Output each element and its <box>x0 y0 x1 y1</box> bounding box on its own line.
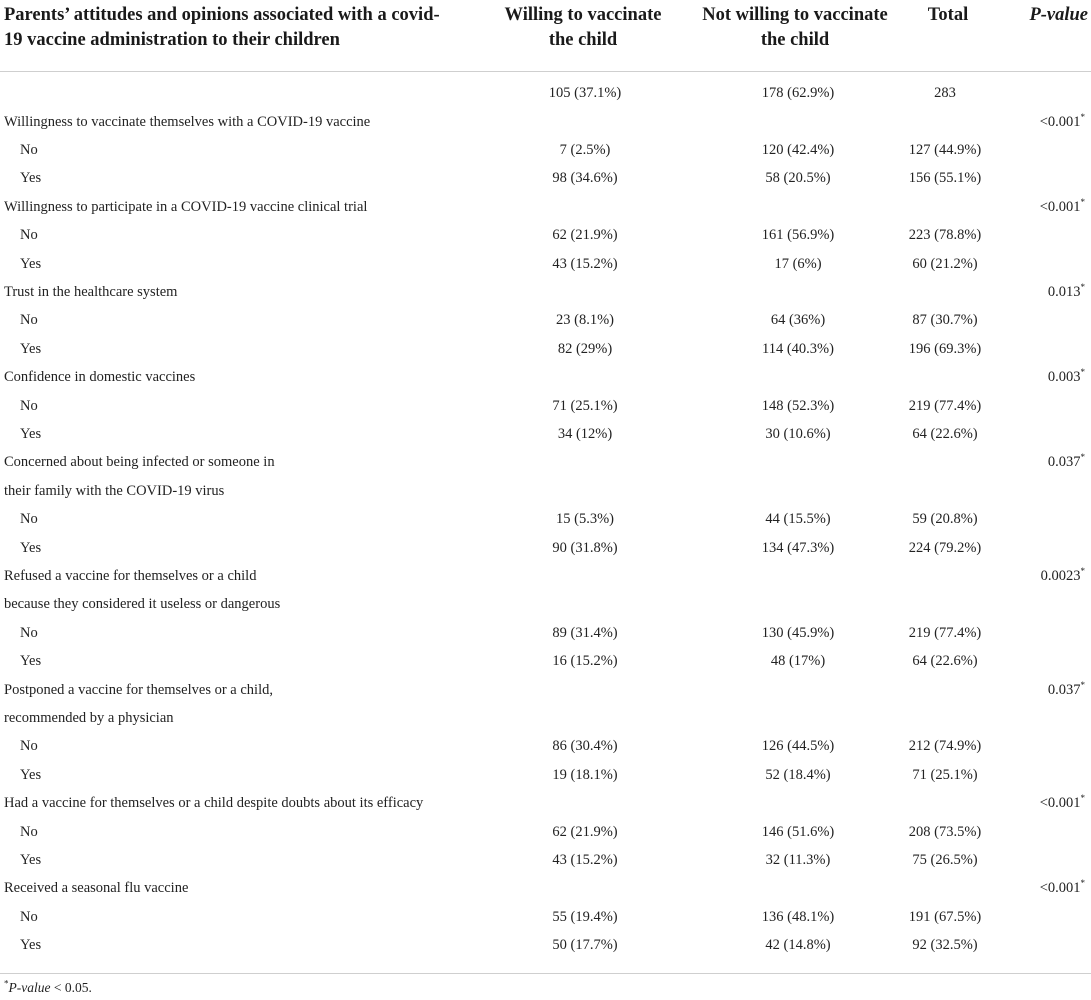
willing-cell: 23 (8.1%) <box>556 312 614 329</box>
table-row <box>0 420 1091 448</box>
response-label: Yes <box>20 340 42 357</box>
table-row <box>0 335 1091 363</box>
response-label: No <box>20 227 38 244</box>
total-cell: 92 (32.5%) <box>912 937 978 954</box>
total-cell: 60 (21.2%) <box>912 255 978 272</box>
category-row <box>0 789 1091 817</box>
category-label: because they considered it useless or dangerous <box>4 596 281 613</box>
willing-cell: 98 (34.6%) <box>552 170 618 187</box>
total-cell: 208 (73.5%) <box>908 823 982 840</box>
category-row <box>0 562 1091 590</box>
willing-cell: 7 (2.5%) <box>559 141 611 158</box>
total-cell: 196 (69.3%) <box>908 340 982 357</box>
willing-cell: 62 (21.9%) <box>552 823 618 840</box>
not-willing-cell: 120 (42.4%) <box>761 141 835 158</box>
p-value-cell: 0.037* <box>1047 679 1085 698</box>
table-row <box>0 761 1091 789</box>
header-label: Parents’ attitudes and opinions associated with a covid-19 vaccine administration to their children <box>4 5 440 50</box>
response-label: No <box>20 908 38 925</box>
header-p-value <box>1003 3 1088 28</box>
table-row <box>0 534 1091 562</box>
category-label: Postponed a vaccine for themselves or a child, <box>4 681 273 698</box>
total-cell: 71 (25.1%) <box>912 766 978 783</box>
header-willing: Willing to vaccinate the child <box>504 5 662 50</box>
not-willing-cell: 161 (56.9%) <box>761 227 835 244</box>
header-p-value-text: P-value <box>1029 5 1088 25</box>
table-row <box>0 846 1091 874</box>
response-label: No <box>20 511 38 528</box>
category-row <box>0 363 1091 391</box>
total-cell: 219 (77.4%) <box>908 624 982 641</box>
willing-cell: 62 (21.9%) <box>552 227 618 244</box>
table-row <box>0 221 1091 249</box>
p-value-cell: <0.001* <box>1039 111 1085 130</box>
response-label: Yes <box>20 653 42 670</box>
footnote <box>4 978 92 998</box>
p-value-cell: <0.001* <box>1039 793 1085 812</box>
response-label: Yes <box>20 425 42 442</box>
response-label: Yes <box>20 937 42 954</box>
total-cell: 127 (44.9%) <box>908 141 982 158</box>
total-cell: 64 (22.6%) <box>912 425 978 442</box>
willing-cell: 90 (31.8%) <box>552 539 618 556</box>
response-label: Yes <box>20 539 42 556</box>
total-cell: 219 (77.4%) <box>908 397 982 414</box>
footnote-text: *P-value < 0.05. <box>4 978 92 995</box>
category-row <box>0 108 1091 136</box>
willing-cell: 82 (29%) <box>557 340 613 357</box>
category-label: Willingness to participate in a COVID-19 vaccine clinical trial <box>4 198 368 215</box>
response-label: No <box>20 738 38 755</box>
willing-cell: 15 (5.3%) <box>556 511 614 528</box>
table-row <box>0 903 1091 931</box>
category-label: their family with the COVID-19 virus <box>4 482 225 499</box>
not-willing-cell: 30 (10.6%) <box>765 425 831 442</box>
table-row <box>0 136 1091 164</box>
category-label: recommended by a physician <box>4 709 174 726</box>
table-row <box>0 250 1091 278</box>
total-cell: 224 (79.2%) <box>908 539 982 556</box>
willing-cell: 71 (25.1%) <box>552 397 618 414</box>
category-label: Had a vaccine for themselves or a child despite doubts about its efficacy <box>4 795 424 812</box>
response-label: No <box>20 312 38 329</box>
total-cell: 87 (30.7%) <box>912 312 978 329</box>
not-willing-cell: 148 (52.3%) <box>761 397 835 414</box>
total-cell: 156 (55.1%) <box>908 170 982 187</box>
willing-cell: 19 (18.1%) <box>552 766 618 783</box>
category-label: Willingness to vaccinate themselves with a COVID-19 vaccine <box>4 113 371 130</box>
not-willing-cell: 136 (48.1%) <box>761 908 835 925</box>
p-value-cell: 0.0023* <box>1040 566 1085 584</box>
response-label: No <box>20 397 38 414</box>
response-label: No <box>20 141 38 158</box>
category-row <box>0 590 1091 618</box>
category-row <box>0 278 1091 306</box>
not-willing-cell: 32 (11.3%) <box>765 851 831 868</box>
header-not-willing: Not willing to vaccinate the child <box>702 5 888 50</box>
category-row <box>0 676 1091 704</box>
table-row <box>0 392 1091 420</box>
not-willing-cell: 64 (36%) <box>770 312 826 329</box>
not-willing-cell: 58 (20.5%) <box>765 170 831 187</box>
not-willing-cell: 48 (17%) <box>770 653 826 670</box>
not-willing-cell: 146 (51.6%) <box>761 823 835 840</box>
category-row <box>0 448 1091 476</box>
category-label: Received a seasonal flu vaccine <box>4 880 189 897</box>
table-row <box>0 505 1091 533</box>
total-cell: 212 (74.9%) <box>908 738 982 755</box>
not-willing-cell: 130 (45.9%) <box>761 624 835 641</box>
p-value-cell: <0.001* <box>1039 196 1085 215</box>
table-header <box>0 0 1091 70</box>
willing-cell: 55 (19.4%) <box>552 908 618 925</box>
willing-cell: 34 (12%) <box>557 425 613 442</box>
not-willing-cell: 42 (14.8%) <box>765 937 831 954</box>
total-cell: 191 (67.5%) <box>908 908 982 925</box>
response-label: Yes <box>20 766 42 783</box>
table-row <box>0 818 1091 846</box>
category-row <box>0 874 1091 902</box>
table-row <box>0 732 1091 760</box>
summary-total: 283 <box>934 85 956 101</box>
total-cell: 59 (20.8%) <box>912 511 978 528</box>
response-label: No <box>20 624 38 641</box>
table-row <box>0 647 1091 675</box>
table-row <box>0 619 1091 647</box>
response-label: Yes <box>20 851 42 868</box>
category-row <box>0 704 1091 732</box>
table-row <box>0 164 1091 192</box>
response-label: No <box>20 823 38 840</box>
category-label: Confidence in domestic vaccines <box>4 369 196 386</box>
not-willing-cell: 44 (15.5%) <box>765 511 831 528</box>
footer-rule <box>0 973 1091 974</box>
header-rule <box>0 71 1091 72</box>
table-row <box>0 931 1091 959</box>
not-willing-cell: 114 (40.3%) <box>762 340 834 357</box>
not-willing-cell: 134 (47.3%) <box>761 539 835 556</box>
response-label: Yes <box>20 170 42 187</box>
summary-willing: 105 (37.1%) <box>548 85 622 101</box>
total-cell: 75 (26.5%) <box>912 851 978 868</box>
willing-cell: 86 (30.4%) <box>552 738 618 755</box>
p-value-cell: 0.037* <box>1047 452 1085 471</box>
not-willing-cell: 17 (6%) <box>774 255 822 272</box>
not-willing-cell: 126 (44.5%) <box>761 738 835 755</box>
category-label: Refused a vaccine for themselves or a child <box>4 567 257 584</box>
p-value-cell: 0.013* <box>1047 282 1085 300</box>
response-label: Yes <box>20 255 42 272</box>
p-value-cell: <0.001* <box>1039 878 1085 897</box>
category-row <box>0 193 1091 221</box>
willing-cell: 43 (15.2%) <box>552 851 618 868</box>
total-cell: 223 (78.8%) <box>908 227 982 244</box>
category-row <box>0 477 1091 505</box>
p-value-cell: 0.003* <box>1047 367 1085 386</box>
willing-cell: 16 (15.2%) <box>552 653 618 670</box>
willing-cell: 43 (15.2%) <box>552 255 618 272</box>
willing-cell: 89 (31.4%) <box>552 624 618 641</box>
not-willing-cell: 52 (18.4%) <box>765 766 831 783</box>
header-total: Total <box>927 5 969 25</box>
summary-not-willing: 178 (62.9%) <box>761 85 835 101</box>
category-label: Concerned about being infected or someone in <box>4 454 275 471</box>
willing-cell: 50 (17.7%) <box>552 937 618 954</box>
summary-row <box>0 79 1091 107</box>
total-cell: 64 (22.6%) <box>912 653 978 670</box>
category-label: Trust in the healthcare system <box>4 283 178 300</box>
table-row <box>0 306 1091 334</box>
